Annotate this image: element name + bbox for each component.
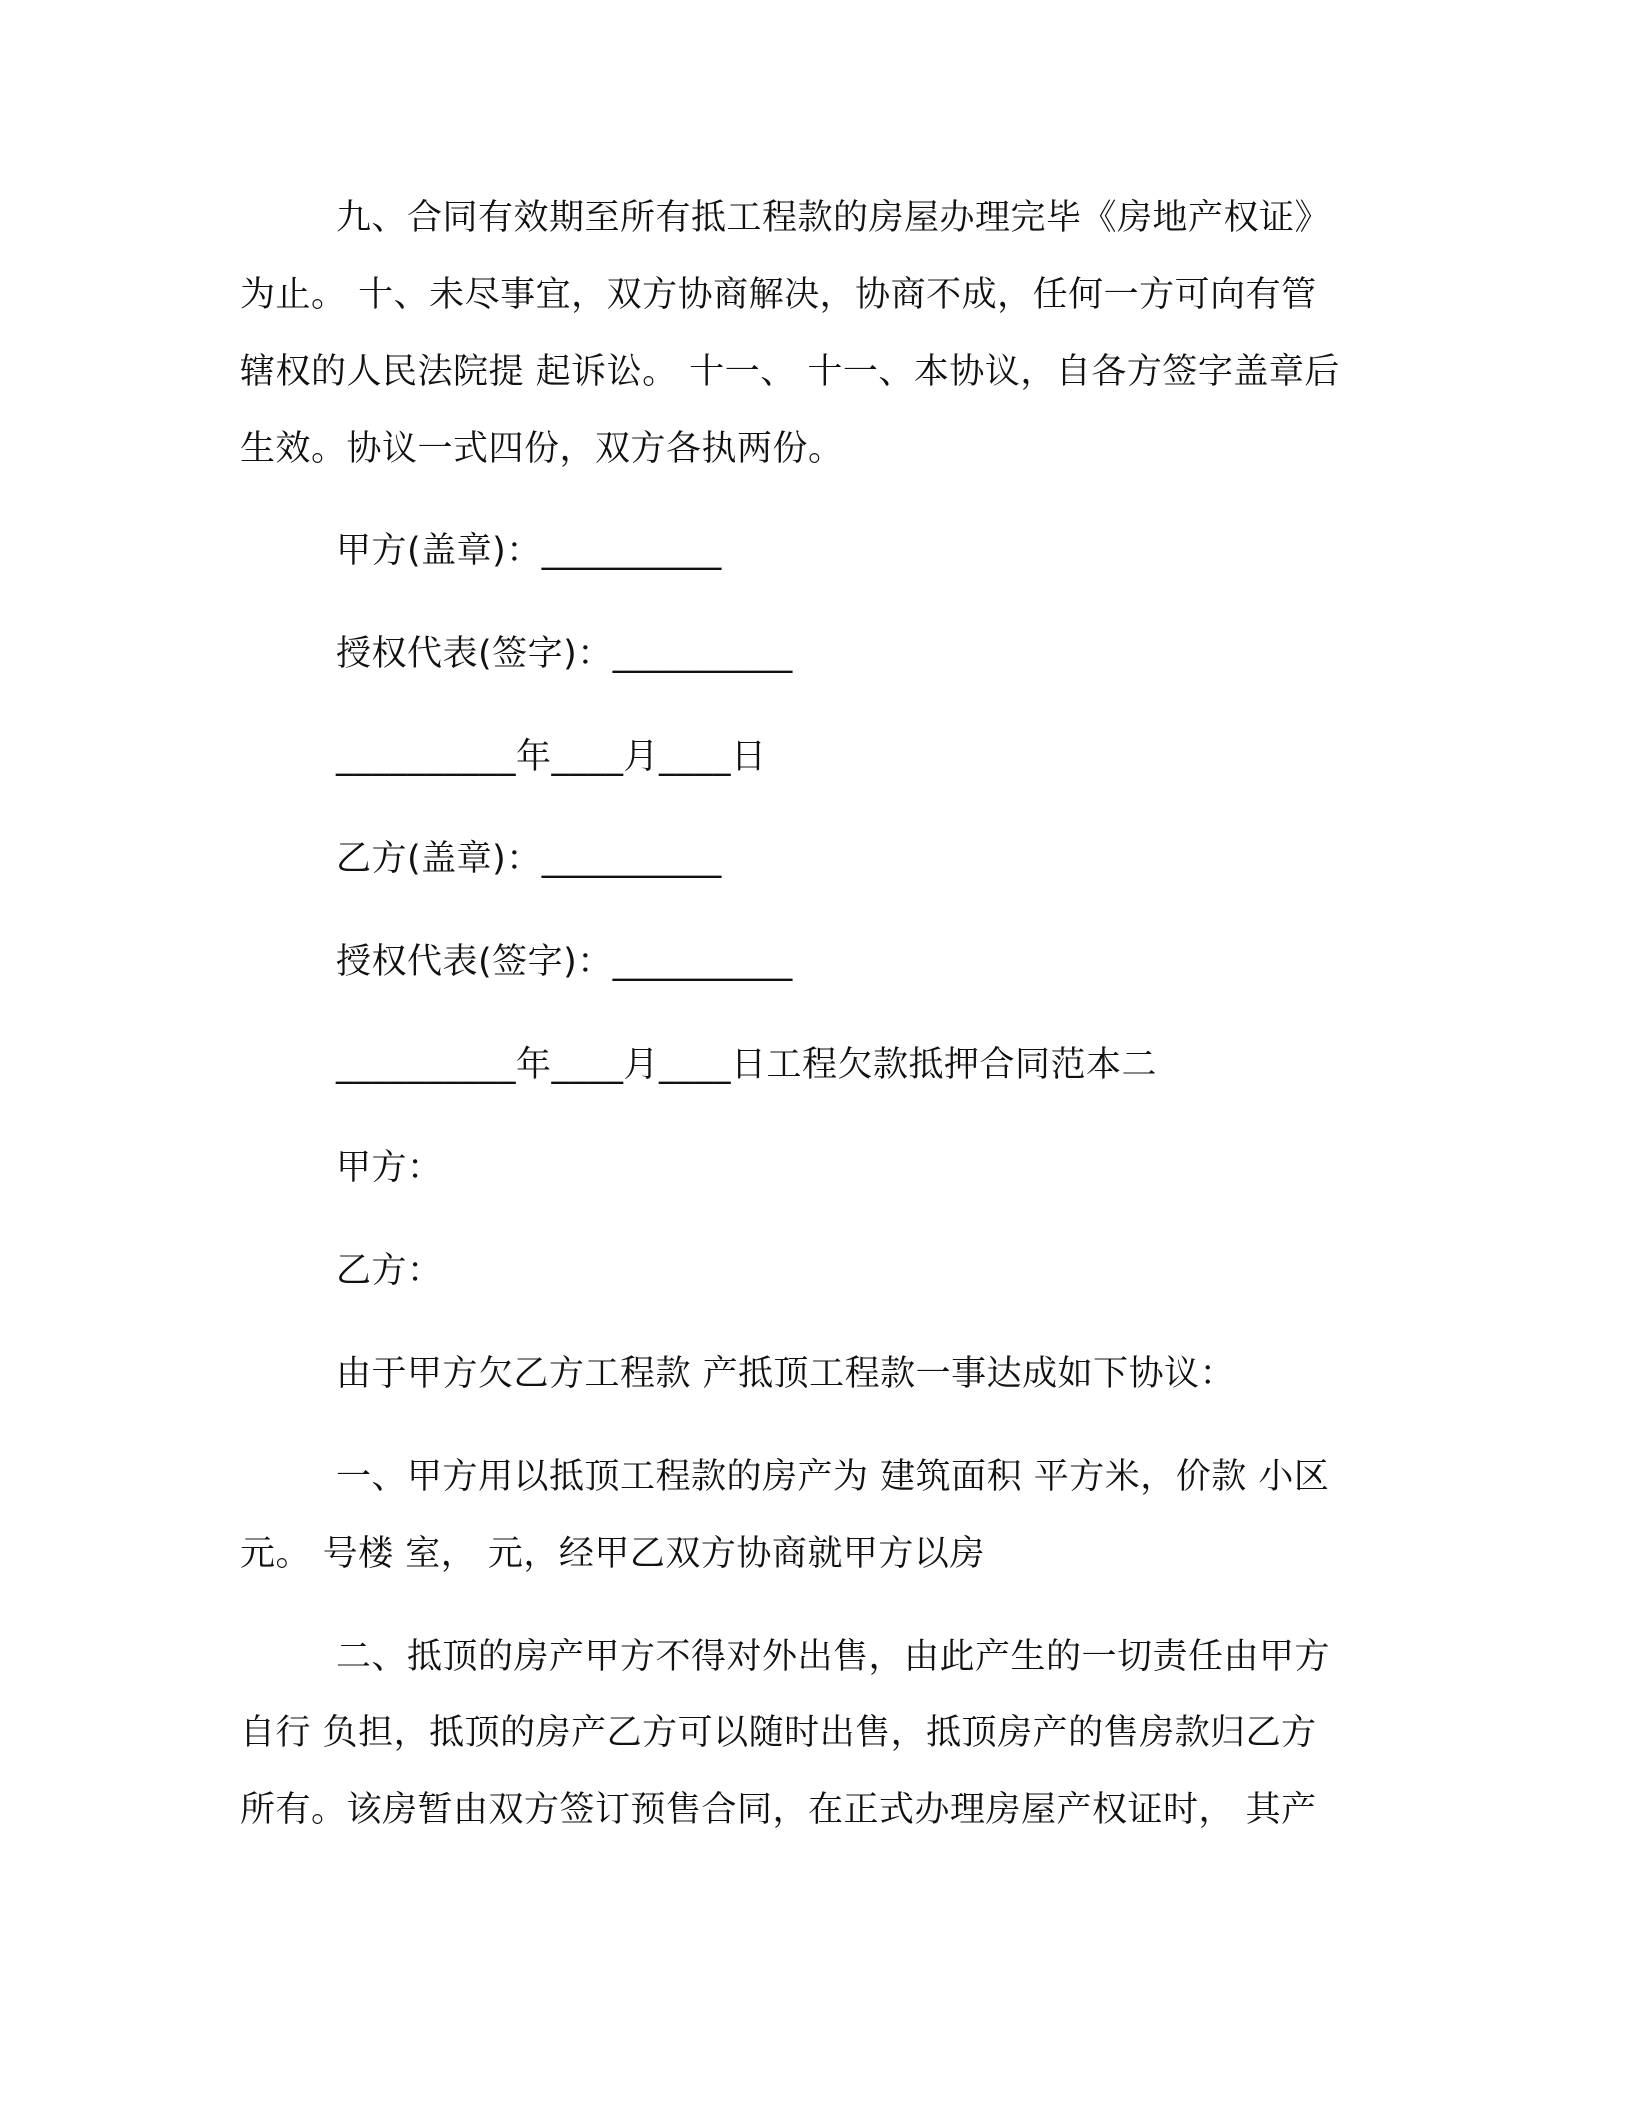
clause-9-line-3: 辖权的人民法院提 起诉讼。 十一、 十一、本协议，自各方签字盖章后 <box>240 352 1340 392</box>
party-b-representative-line: 授权代表(签字)：__________ <box>336 942 793 982</box>
party-a-representative-line: 授权代表(签字)：__________ <box>336 634 793 674</box>
contract-two-clause-2-line-1: 二、抵顶的房产甲方不得对外出售，由此产生的一切责任由甲方 <box>336 1637 1331 1677</box>
contract-two-clause-2-line-3: 所有。该房暂由双方签订预售合同，在正式办理房屋产权证时， 其产 <box>240 1790 1317 1830</box>
contract-two-clause-1-line-2: 元。 号楼 室， 元，经甲乙双方协商就甲方以房 <box>240 1534 985 1574</box>
clause-9-line-2: 为止。 十、未尽事宜，双方协商解决，协商不成，任何一方可向有管 <box>240 275 1317 315</box>
clause-9-line-1: 九、合同有效期至所有抵工程款的房屋办理完毕《房地产权证》 <box>336 198 1331 238</box>
party-b-seal-line: 乙方(盖章)：__________ <box>336 839 722 879</box>
contract-two-clause-1-line-1: 一、甲方用以抵顶工程款的房产为 建筑面积 平方米，价款 小区 <box>336 1457 1330 1497</box>
party-a-seal-line: 甲方(盖章)：__________ <box>336 531 722 571</box>
contract-two-party-a: 甲方： <box>336 1148 443 1188</box>
party-a-date-line: __________年____月____日 <box>336 737 767 777</box>
contract-two-preamble: 由于甲方欠乙方工程款 产抵顶工程款一事达成如下协议： <box>336 1354 1236 1394</box>
clause-9-line-4: 生效。协议一式四份，双方各执两份。 <box>240 429 844 469</box>
contract-two-party-b: 乙方： <box>336 1251 443 1291</box>
contract-two-clause-2-line-2: 自行 负担，抵顶的房产乙方可以随时出售，抵顶房产的售房款归乙方 <box>240 1713 1317 1753</box>
party-b-date-and-title-line: __________年____月____日工程欠款抵押合同范本二 <box>336 1045 1158 1085</box>
